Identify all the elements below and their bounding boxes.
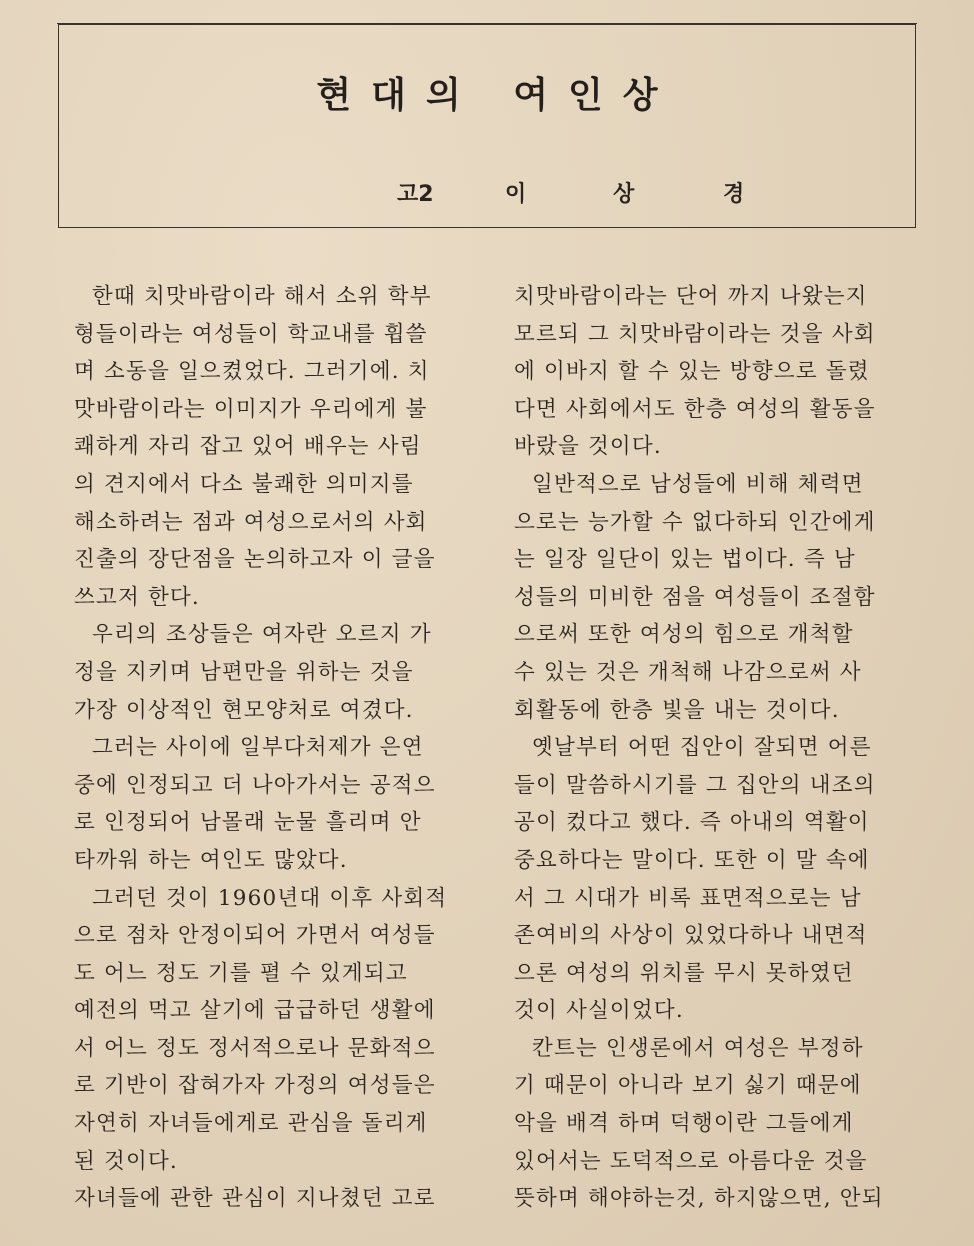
text-line: 가장 이상적인 현모양처로 여겼다. [74,697,414,723]
text-line: 성들의 미비한 점을 여성들이 조절함 [514,584,876,610]
text-line: 로 기반이 잡혀가자 가정의 여성들은 [74,1073,436,1099]
text-line: 우리의 조상들은 여자란 오르지 가 [92,622,432,648]
text-line: 는 일장 일단이 있는 법이다. 즉 남 [514,547,856,573]
text-line: 맛바람이라는 이미지가 우리에게 불 [74,396,428,422]
text-line: 타까워 하는 여인도 많았다. [74,847,348,873]
text-line: 의 견지에서 다소 불쾌한 의미지를 [74,471,414,497]
text-line: 수 있는 것은 개척해 나감으로써 사 [514,659,862,685]
text-line: 옛날부터 어떤 집안이 잘되면 어른 [532,735,872,761]
byline-name-1: 이 [505,182,527,207]
text-line: 칸트는 인생론에서 여성은 부정하 [532,1035,864,1061]
text-line: 회활동에 한층 빛을 내는 것이다. [514,697,840,723]
text-line: 있어서는 도덕적으로 아름다운 것을 [514,1148,868,1174]
text-line: 악을 배격 하며 덕행이란 그들에게 [514,1111,854,1137]
text-line: 정을 지키며 남편만을 위하는 것을 [74,659,414,685]
text-line: 도 어느 정도 기를 펼 수 있게되고 [74,960,408,986]
text-line: 로 인정되어 남몰래 눈물 흘리며 안 [74,810,422,836]
text-line: 공이 컸다고 했다. 즉 아내의 역활이 [514,810,870,836]
right-column [514,278,934,1218]
text-line: 며 소동을 일으켰었다. 그러기에. 치 [74,359,430,385]
text-line: 바랐을 것이다. [514,434,662,460]
text-line: 다면 사회에서도 한층 여성의 활동을 [514,396,876,422]
title-box [58,24,916,228]
byline-name-2: 상 [613,182,635,207]
text-line: 에 이바지 할 수 있는 방향으로 돌렸 [514,359,870,385]
text-line: 일반적으로 남성들에 비해 체력면 [532,471,864,497]
text-line: 으로는 능가할 수 없다하되 인간에게 [514,509,876,535]
text-line: 자녀들에 관한 관심이 지나쳤던 고로 [74,1186,436,1212]
text-line: 으로써 또한 여성의 힘으로 개척할 [514,622,854,648]
text-line: 그러던 것이 1960년대 이후 사회적 [92,885,448,911]
text-line: 존여비의 사상이 있었다하나 내면적 [514,923,868,949]
text-line: 한때 치맛바람이라 해서 소위 학부 [92,284,432,309]
text-line: 서 그 시대가 비록 표면적으로는 남 [514,885,862,911]
text-line: 진출의 장단점을 논의하고자 이 글을 [74,547,436,573]
byline-name-3: 경 [723,182,745,207]
text-line: 쓰고저 한다. [74,584,200,610]
text-line: 기 때문이 아니라 보기 싫기 때문에 [514,1073,862,1099]
text-line: 치맛바람이라는 단어 까지 나왔는지 [514,284,868,309]
text-line: 중에 인정되고 더 나아가서는 공적으 [74,772,436,798]
text-line: 쾌하게 자리 잡고 있어 배우는 사림 [74,434,422,460]
text-line: 된 것이다. [74,1148,178,1174]
text-line: 형들이라는 여성들이 학교내를 휩쓸 [74,321,428,347]
byline-grade: 고2 [397,182,434,207]
text-line: 해소하려는 점과 여성으로서의 사회 [74,509,428,535]
text-line: 중요하다는 말이다. 또한 이 말 속에 [514,847,870,873]
text-line: 서 어느 정도 정서적으로나 문화적으 [74,1035,436,1061]
text-line: 모르되 그 치맛바람이라는 것을 사회 [514,321,876,347]
text-line: 자연히 자녀들에게로 관심을 돌리게 [74,1111,428,1137]
text-line: 으론 여성의 위치를 무시 못하였던 [514,960,854,986]
text-line: 들이 말씀하시기를 그 집안의 내조의 [514,772,876,798]
text-line: 것이 사실이었다. [514,998,684,1024]
text-line: 으로 점차 안정이되어 가면서 여성들 [74,923,436,949]
article-title: 현대의 여인상 [316,75,678,116]
text-line: 그러는 사이에 일부다처제가 은연 [92,735,424,761]
text-line: 뜻하며 해야하는것, 하지않으면, 안되 [514,1186,884,1212]
left-column [74,278,494,1218]
text-line: 예전의 먹고 살기에 급급하던 생활에 [74,998,436,1024]
